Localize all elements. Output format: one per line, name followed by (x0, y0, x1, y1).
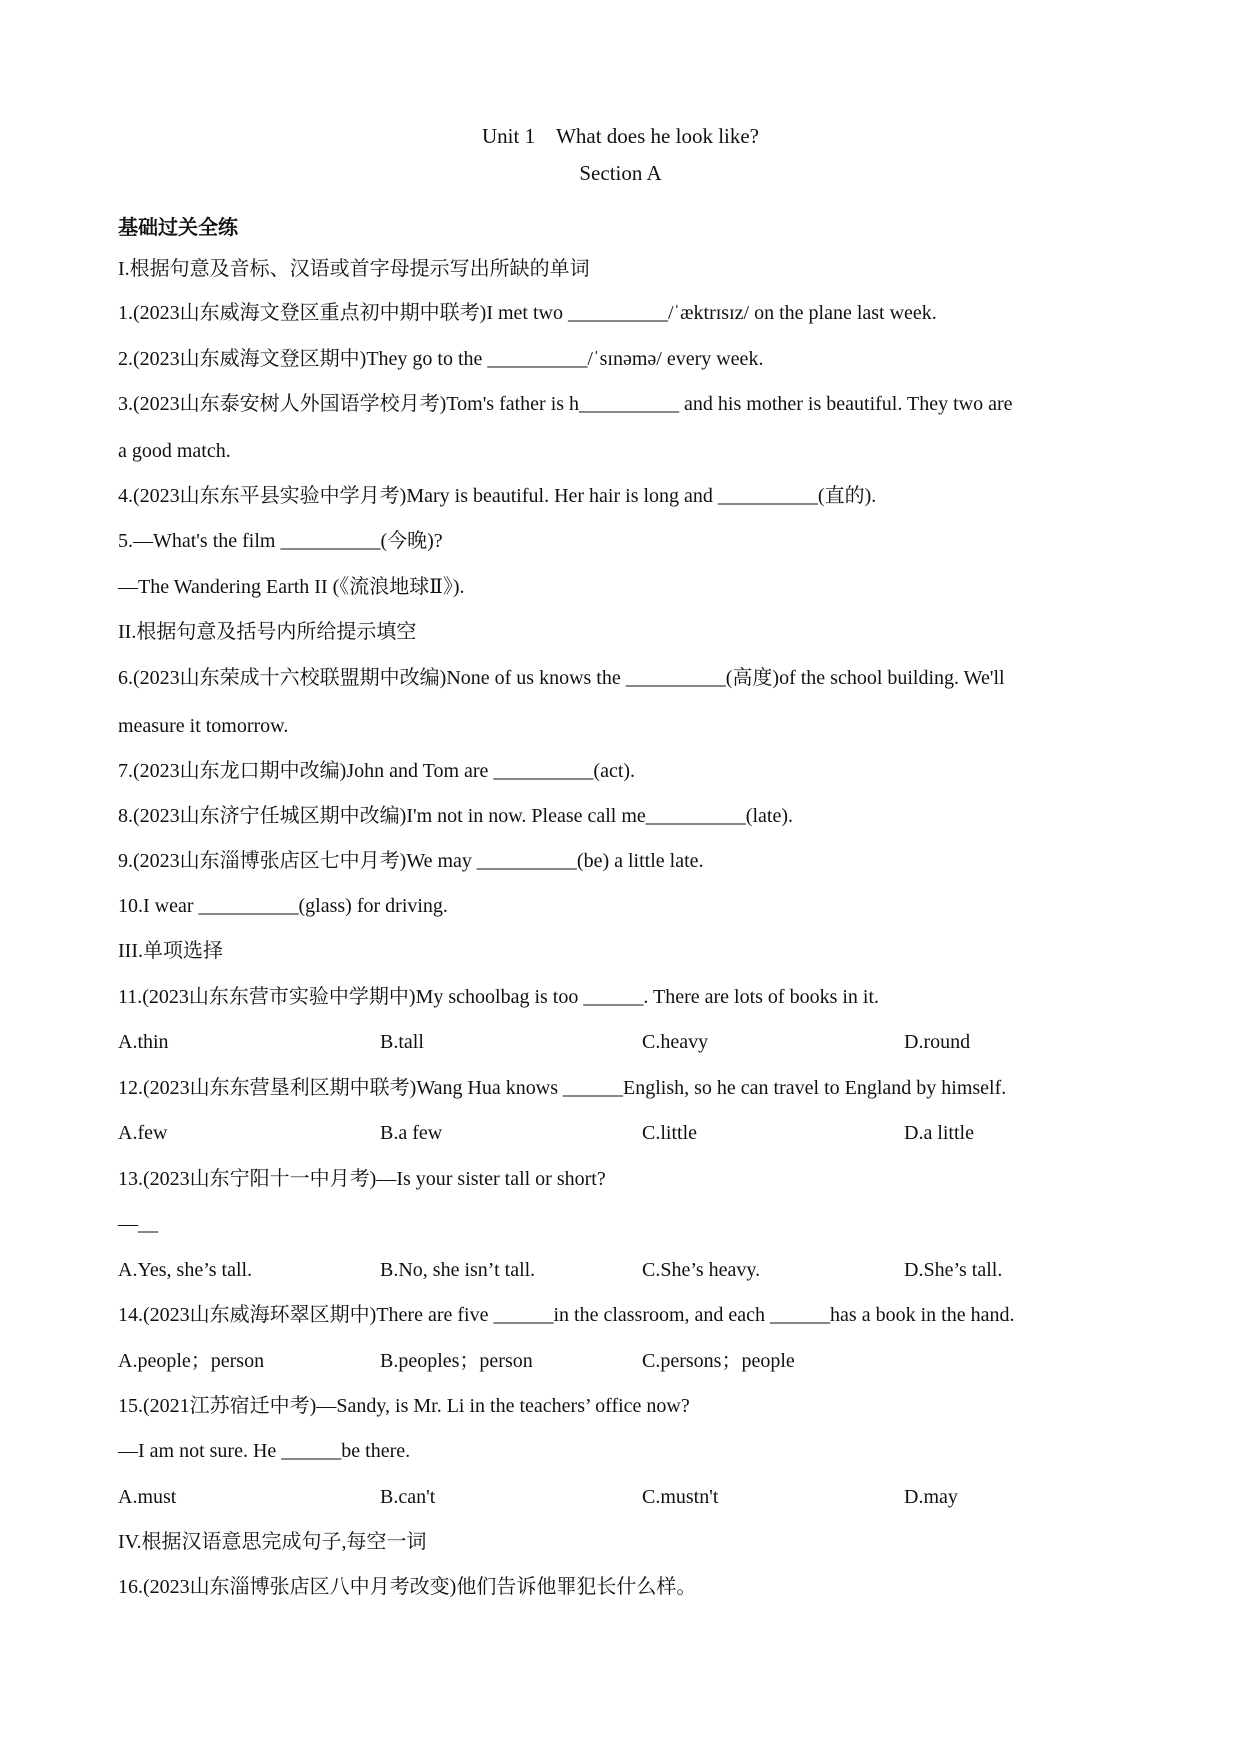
question-7: 7.(2023山东龙口期中改编)John and Tom are __________(act). (118, 760, 636, 782)
question-15-line-1: 15.(2021江苏宿迁中考)—Sandy, is Mr. Li in the teachers’ office now? (118, 1395, 690, 1417)
question-14: 14.(2023山东威海环翠区期中)There are five ______in the classroom, and each ______has a book in the hand. (118, 1304, 1015, 1326)
question-5-line-2: —The Wandering Earth II (《流浪地球Ⅱ》). (118, 576, 465, 598)
question-10: 10.I wear __________(glass) for driving. (118, 895, 448, 917)
question-13-line-2: —__ (118, 1213, 158, 1235)
option-a: A.must (118, 1486, 177, 1508)
option-a: A.Yes, she’s tall. (118, 1259, 253, 1281)
section-heading-3: III.单项选择 (118, 940, 223, 962)
option-a: A.thin (118, 1031, 169, 1053)
option-d: D.She’s tall. (904, 1259, 1003, 1281)
option-d: D.a little (904, 1122, 974, 1144)
practice-heading: 基础过关全练 (118, 215, 238, 239)
question-1: 1.(2023山东威海文登区重点初中期中联考)I met two __________/ˈæktrɪsɪz/ on the plane last week. (118, 302, 937, 324)
option-a: A.few (118, 1122, 168, 1144)
option-b: B.a few (380, 1122, 443, 1144)
question-4: 4.(2023山东东平县实验中学月考)Mary is beautiful. Her hair is long and __________(直的). (118, 485, 877, 507)
option-c: C.She’s heavy. (642, 1259, 761, 1281)
option-b: B.peoples；person (380, 1350, 533, 1372)
question-15-line-2: —I am not sure. He ______be there. (118, 1440, 411, 1462)
question-13-line-1: 13.(2023山东宁阳十一中月考)—Is your sister tall or short? (118, 1168, 606, 1190)
question-2: 2.(2023山东威海文登区期中)They go to the __________/ˈsɪnəmə/ every week. (118, 348, 764, 370)
document-subtitle: Section A (579, 161, 662, 185)
question-9: 9.(2023山东淄博张店区七中月考)We may __________(be) a little late. (118, 850, 704, 872)
option-c: C.persons；people (642, 1350, 795, 1372)
option-c: C.little (642, 1122, 697, 1144)
section-heading-4: IV.根据汉语意思完成句子,每空一词 (118, 1531, 427, 1553)
question-5-line-1: 5.—What's the film __________(今晚)? (118, 530, 443, 552)
option-b: B.can't (380, 1486, 436, 1508)
option-a: A.people；person (118, 1350, 265, 1372)
question-6-line-2: measure it tomorrow. (118, 715, 289, 737)
option-d: D.round (904, 1031, 971, 1053)
question-16: 16.(2023山东淄博张店区八中月考改变)他们告诉他罪犯长什么样。 (118, 1576, 697, 1598)
question-6-line-1: 6.(2023山东荣成十六校联盟期中改编)None of us knows the __________(高度)of the school building. We'll (118, 667, 1005, 689)
question-12: 12.(2023山东东营垦利区期中联考)Wang Hua knows ______English, so he can travel to England by himself. (118, 1077, 1007, 1099)
option-c: C.heavy (642, 1031, 709, 1053)
question-11: 11.(2023山东东营市实验中学期中)My schoolbag is too ______. There are lots of books in it. (118, 986, 880, 1008)
question-3-line-2: a good match. (118, 440, 231, 462)
option-d: D.may (904, 1486, 958, 1508)
question-8: 8.(2023山东济宁任城区期中改编)I'm not in now. Please call me__________(late). (118, 805, 793, 827)
section-heading-2: II.根据句意及括号内所给提示填空 (118, 621, 417, 643)
document-title: Unit 1 What does he look like? (481, 124, 760, 148)
question-3-line-1: 3.(2023山东泰安树人外国语学校月考)Tom's father is h__________ and his mother is beautiful. They two are (118, 393, 1013, 415)
option-b: B.tall (380, 1031, 424, 1053)
section-heading-1: I.根据句意及音标、汉语或首字母提示写出所缺的单词 (118, 258, 590, 280)
option-b: B.No, she isn’t tall. (380, 1259, 536, 1281)
option-c: C.mustn't (642, 1486, 719, 1508)
